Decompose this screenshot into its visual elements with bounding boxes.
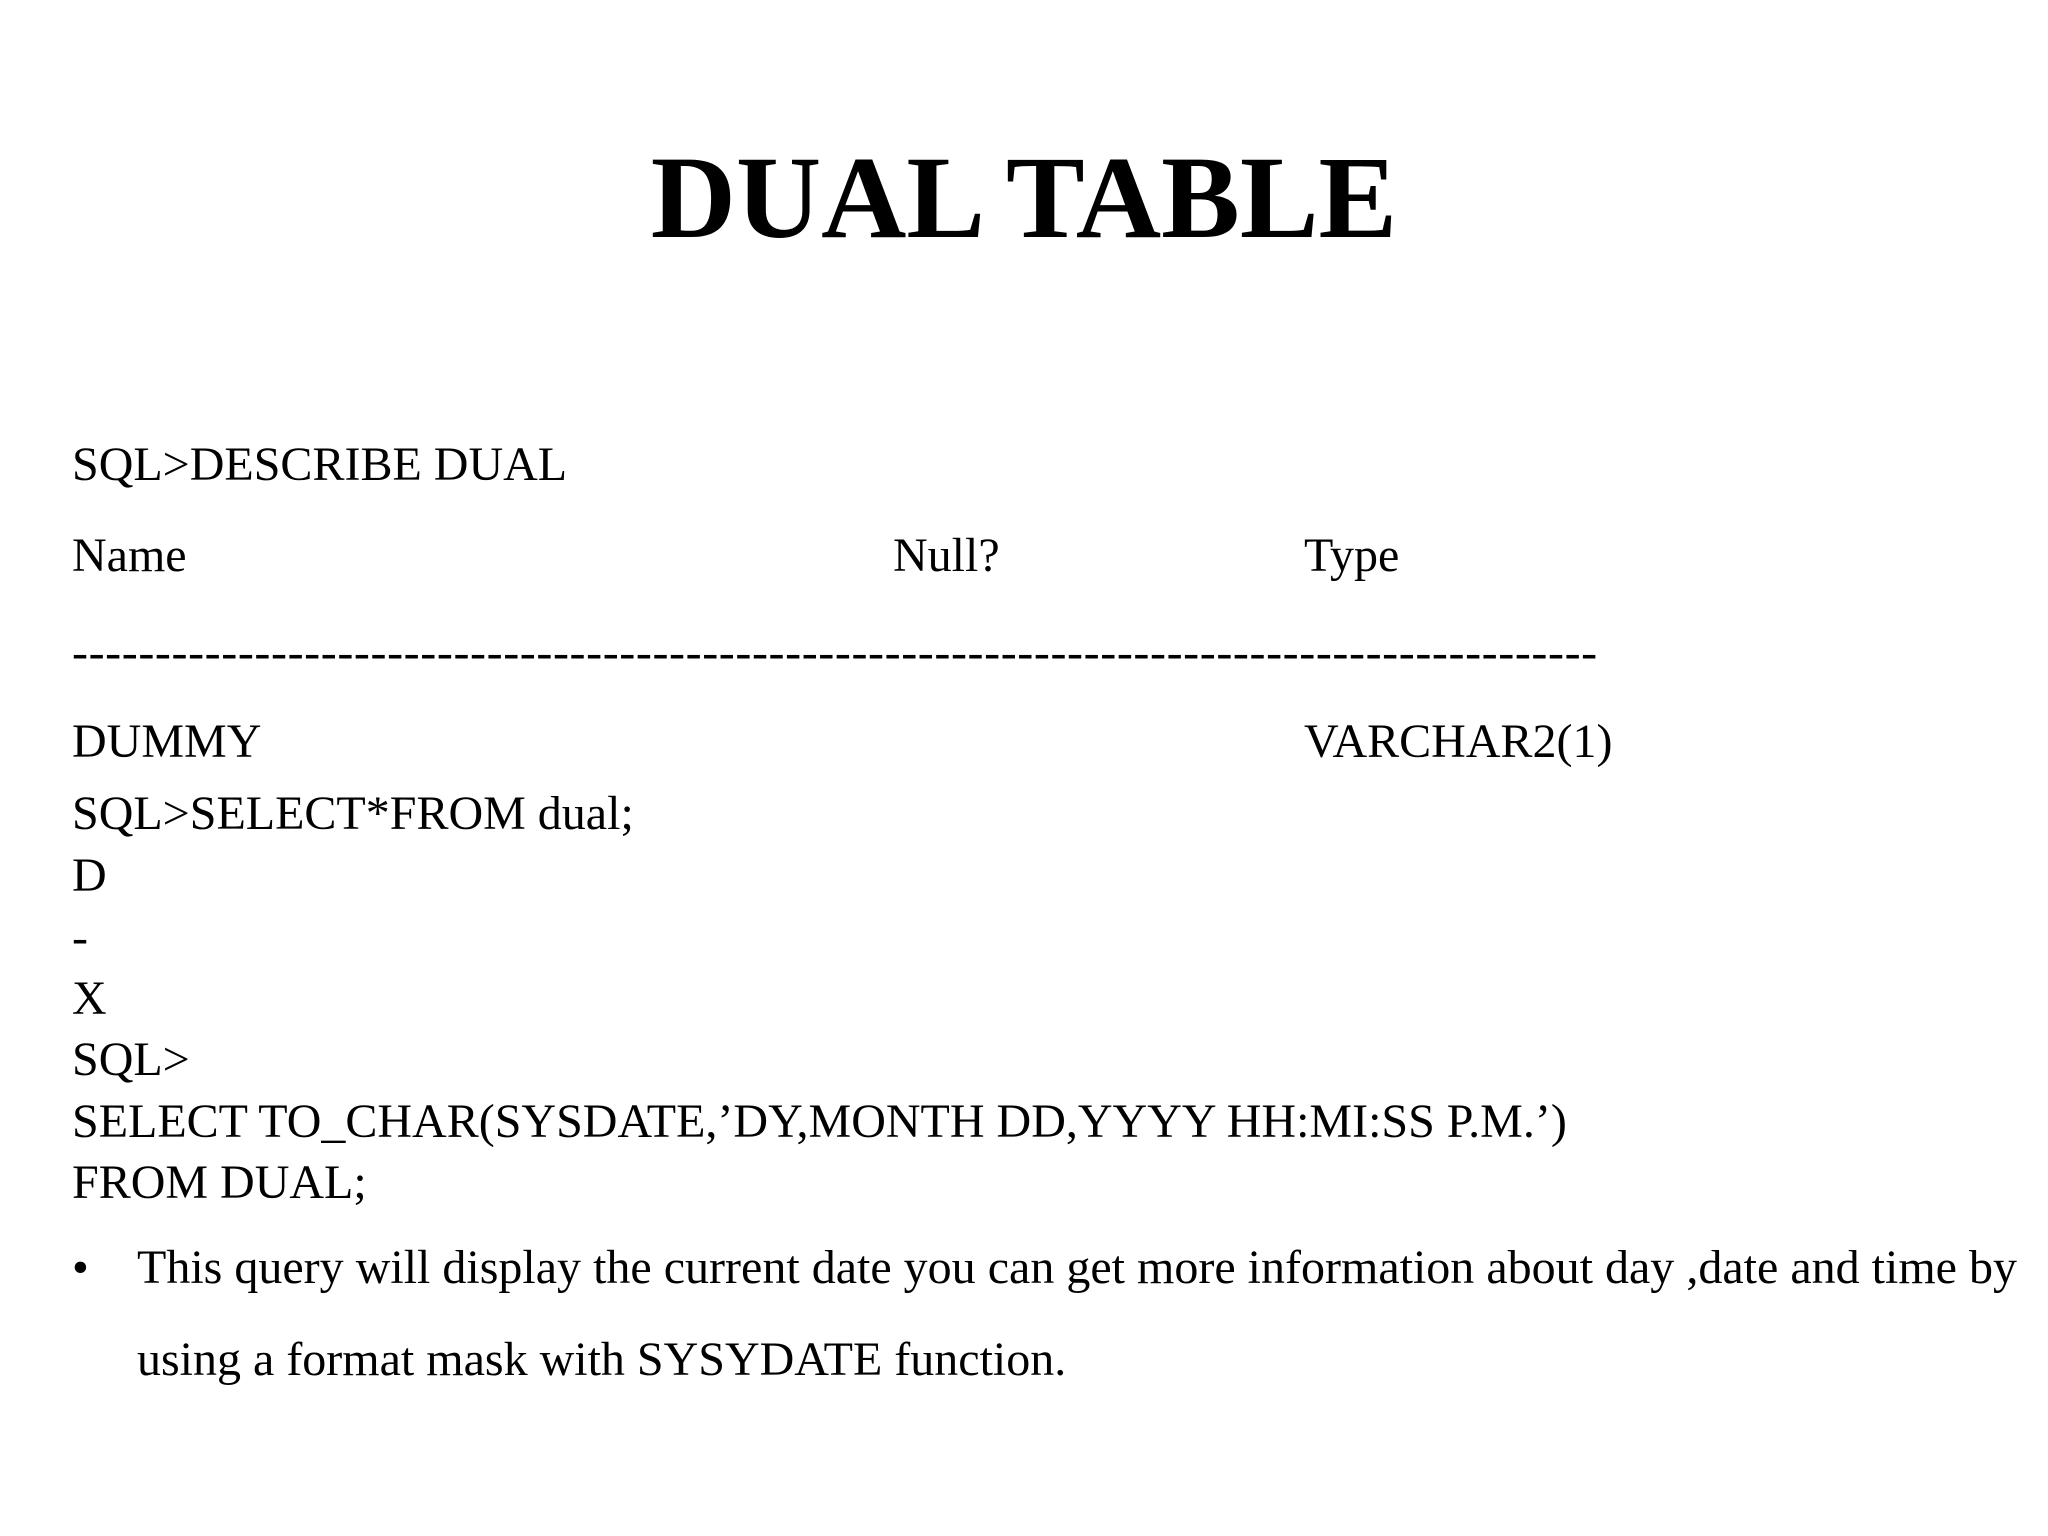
describe-command: SQL>DESCRIBE DUAL (72, 438, 568, 491)
result-column-underline: - (72, 911, 88, 964)
header-null: Null? (893, 529, 1000, 582)
result-column-header: D (72, 849, 107, 902)
bullet-text: This query will display the current date you can get more information about day ,date and time by using a format mask with SYSYDATE function. (137, 1241, 2017, 1386)
header-type: Type (1304, 529, 1400, 582)
sql-prompt: SQL> (72, 1033, 190, 1086)
bullet-icon: • (72, 1241, 89, 1294)
slide-title: DUAL TABLE (650, 132, 1398, 263)
row-type-varchar: VARCHAR2(1) (1304, 715, 1613, 768)
header-name: Name (72, 529, 187, 582)
row-name-dummy: DUMMY (72, 715, 262, 768)
to-char-query-line2: FROM DUAL; (72, 1156, 367, 1209)
result-value: X (72, 972, 107, 1025)
separator-line: -------------------------------------------------------------------------------------------- (72, 626, 1598, 679)
select-command: SQL>SELECT*FROM dual; (72, 787, 634, 840)
to-char-query-line1: SELECT TO_CHAR(SYSDATE,’DY,MONTH DD,YYYY HH:MI:SS P.M.’) (72, 1095, 1567, 1148)
